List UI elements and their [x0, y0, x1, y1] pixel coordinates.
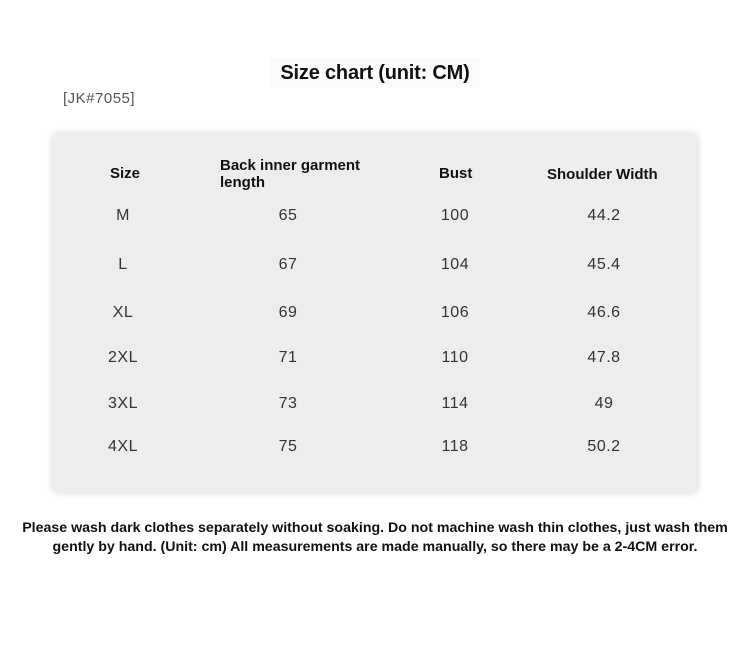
- header-back-length-line2: length: [220, 174, 265, 191]
- cell-size: 2XL: [108, 349, 138, 366]
- header-bust: Bust: [439, 165, 473, 182]
- cell-bust: 100: [440, 207, 470, 224]
- cell-size: 4XL: [108, 438, 138, 455]
- header-size: Size: [110, 165, 141, 182]
- size-table: [52, 133, 698, 493]
- care-note-line-1: Please wash dark clothes separately without soaking. Do not machine wash thin clothes, just wash them: [22, 520, 728, 536]
- cell-bust: 114: [441, 395, 469, 412]
- cell-shoulder: 47.8: [587, 349, 621, 366]
- cell-size: L: [118, 256, 128, 273]
- cell-bust: 104: [440, 256, 470, 273]
- cell-shoulder: 49: [594, 395, 614, 412]
- care-note-line-2: gently by hand. (Unit: cm) All measurements are made manually, so there may be a 2-4CM error.: [52, 539, 698, 555]
- cell-shoulder: 44.2: [587, 207, 621, 224]
- care-note: [0, 519, 750, 557]
- page-title: Size chart (unit: CM): [270, 58, 480, 88]
- cell-size: M: [116, 207, 130, 224]
- product-code: [JK#7055]: [63, 90, 136, 107]
- cell-back-length: 73: [278, 395, 298, 412]
- cell-back-length: 75: [278, 438, 298, 455]
- cell-bust: 110: [441, 349, 469, 366]
- header-shoulder-width: Shoulder Width: [547, 166, 658, 183]
- header-back-length-line1: Back inner garment: [220, 157, 361, 174]
- cell-back-length: 67: [278, 256, 298, 273]
- cell-bust: 118: [441, 438, 469, 455]
- cell-size: XL: [112, 304, 134, 321]
- cell-shoulder: 46.6: [587, 304, 621, 321]
- cell-back-length: 71: [278, 349, 298, 366]
- cell-bust: 106: [440, 304, 470, 321]
- cell-back-length: 69: [278, 304, 298, 321]
- cell-shoulder: 45.4: [587, 256, 621, 273]
- cell-shoulder: 50.2: [587, 438, 621, 455]
- cell-size: 3XL: [108, 395, 138, 412]
- cell-back-length: 65: [278, 207, 298, 224]
